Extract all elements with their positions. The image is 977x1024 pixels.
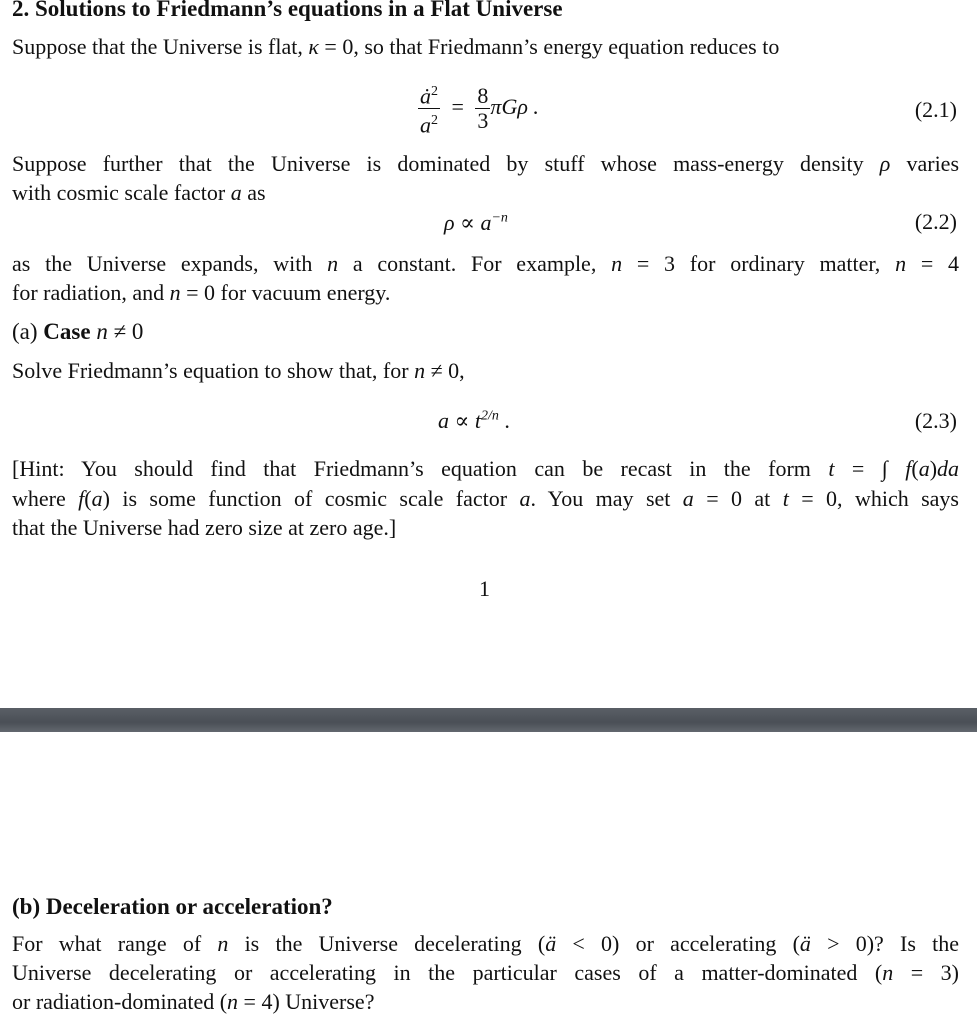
- intro-text: Suppose that the Universe is flat, κ = 0, so that Friedmann’s energy equation reduces to: [12, 34, 780, 59]
- case-a-heading: (a) Case n ≠ 0: [12, 319, 144, 344]
- equation-2-3: $a \propto t^{2/n}$ .: [438, 408, 510, 433]
- equation-2-1: $\frac{ȧ^2}{a^2}$ = $\frac{8}{3}$ πGρ .: [418, 80, 539, 138]
- para3-line2: for radiation, and n = 0 for vacuum energy.: [12, 280, 391, 305]
- equation-label-2-2: (2.2): [914, 209, 957, 234]
- case-b-heading: (b) Deceleration or acceleration?: [12, 894, 333, 919]
- para3-line1: as the Universe expands, with n a constant. For example, n = 3 for ordinary matter, n = 4: [12, 251, 959, 276]
- page-separator: [0, 708, 977, 732]
- hint-line1: [Hint: You should find that Friedmann’s equation can be recast in the form t = ∫ f(a)da: [12, 456, 960, 481]
- pdf-page-2: [0, 732, 977, 1024]
- case-b-line2: Universe decelerating or accelerating in the particular cases of a matter-dominated (n = 3): [12, 960, 960, 985]
- lhs-fraction: $\frac{ȧ^2}{a^2}$: [418, 80, 440, 138]
- coef-fraction: $\frac{8}{3}$: [477, 83, 489, 134]
- hint-line3: that the Universe had zero size at zero age.]: [12, 515, 397, 540]
- case-a-text: Solve Friedmann’s equation to show that, for n ≠ 0,: [12, 358, 465, 383]
- case-b-line3: or radiation-dominated (n = 4) Universe?: [12, 989, 375, 1014]
- para2-line1: Suppose further that the Universe is dominated by stuff whose mass-energy density ρ varies: [12, 151, 960, 176]
- hint-line2: where f(a) is some function of cosmic scale factor a. You may set a = 0 at t = 0, which says: [12, 486, 959, 511]
- para2-line2: with cosmic scale factor a as: [12, 180, 266, 205]
- section-title: 2. Solutions to Friedmann’s equations in a Flat Universe: [12, 0, 563, 21]
- equation-label-2-3: (2.3): [914, 408, 957, 433]
- equation-label-2-1: (2.1): [914, 97, 957, 122]
- equation-2-2: $\rho \propto a^{-n}$: [444, 210, 508, 235]
- page-number: 1: [479, 576, 490, 601]
- case-b-line1: For what range of n is the Universe decelerating (ä < 0) or accelerating (ä > 0)? Is the: [12, 931, 960, 956]
